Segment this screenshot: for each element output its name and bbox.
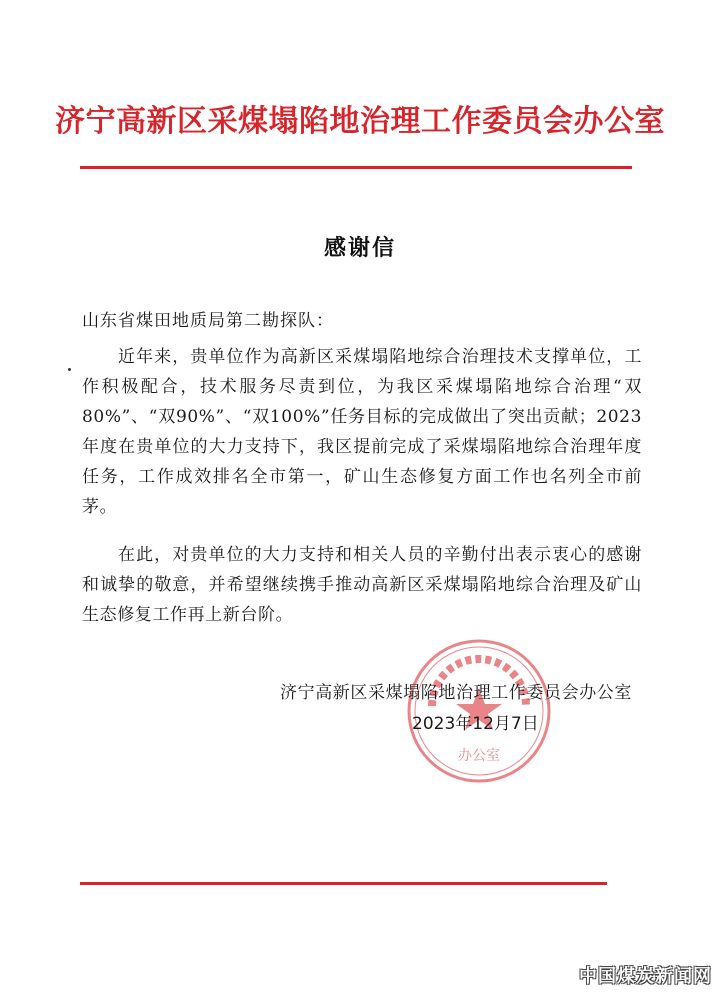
- body-paragraph-2: 在此，对贵单位的大力支持和相关人员的辛勤付出表示衷心的感谢和诚挚的敬意，并希望继续携手推动高新区采煤塌陷地综合治理及矿山生态修复工作再上新台阶。: [82, 545, 642, 625]
- footer-divider: [80, 882, 607, 885]
- signature-date: 2023年12月7日: [412, 714, 539, 734]
- source-watermark: 中国煤炭新闻网: [579, 966, 712, 987]
- letterhead-divider: [80, 166, 632, 169]
- seal-bottom-text: 办公室: [458, 748, 500, 764]
- letter-title: 感谢信: [323, 235, 396, 261]
- salutation: 山东省煤田地质局第二勘探队：: [82, 311, 334, 331]
- body-paragraph-1: 近年来，贵单位作为高新区采煤塌陷地综合治理技术支撑单位，工作积极配合，技术服务尽责到位，为我区采煤塌陷地综合治理“双80%”、“双90%”、“双100%”任务目标的完成做出了突出贡献；2023年度在贵单位的大力支持下，我区提前完成了采煤塌陷地综合治理年度任务，工作成效排名全市第一，矿山生态修复方面工作也名列全市前茅。: [82, 347, 642, 517]
- signature-organization: 济宁高新区采煤塌陷地治理工作委员会办公室: [280, 683, 632, 703]
- scan-speck: [68, 368, 71, 371]
- letterhead-title: 济宁高新区采煤塌陷地治理工作委员会办公室: [55, 104, 665, 139]
